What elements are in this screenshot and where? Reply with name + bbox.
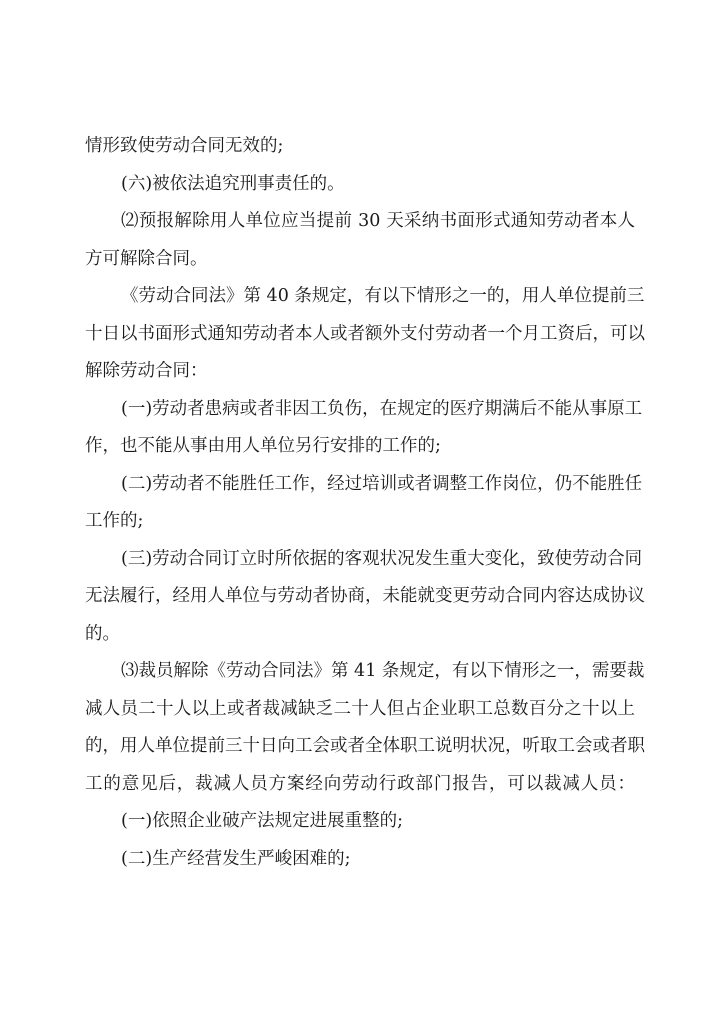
text-line: 工的意见后，裁减人员方案经向劳动行政部门报告，可以裁减人员： [85,773,635,794]
text-line: 《劳动合同法》第 40 条规定，有以下情形之一的，用人单位提前三 [121,286,645,306]
text-line: 十日以书面形式通知劳动者本人或者额外支付劳动者一个月工资后，可以 [85,323,645,344]
text-line: 工作的; [85,511,144,531]
text-line: (一)劳动者患病或者非因工负伤，在规定的医疗期满后不能从事原工 [121,398,643,419]
text-line: (二)生产经营发生严峻困难的; [121,848,351,869]
text-line: 解除劳动合同： [85,361,208,381]
text-line: (三)劳动合同订立时所依据的客观状况发生重大变化，致使劳动合同 [121,548,643,569]
text-line: 的，用人单位提前三十日向工会或者全体职工说明状况，听取工会或者职 [85,736,645,756]
text-line: ⑶裁员解除《劳动合同法》第 41 条规定，有以下情形之一，需要裁 [121,661,645,681]
document-body [85,128,645,878]
text-line: 情形致使劳动合同无效的; [85,136,284,156]
text-line: 无法履行，经用人单位与劳动者协商，未能就变更劳动合同内容达成协议 [85,586,645,606]
text-line: 方可解除合同。 [85,248,208,269]
text-line: 作，也不能从事由用人单位另行安排的工作的; [85,436,441,456]
text-line: 减人员二十人以上或者裁减缺乏二十人但占企业职工总数百分之十以上 [85,698,635,719]
text-line: (一)依照企业破产法规定进展重整的; [121,811,404,831]
text-line: ⑵预报解除用人单位应当提前 30 天采纳书面形式通知劳动者本人 [121,211,635,231]
text-line: (二)劳动者不能胜任工作，经过培训或者调整工作岗位，仍不能胜任 [121,473,643,494]
text-line: 的。 [85,623,120,644]
text-line: (六)被依法追究刑事责任的。 [121,173,345,194]
